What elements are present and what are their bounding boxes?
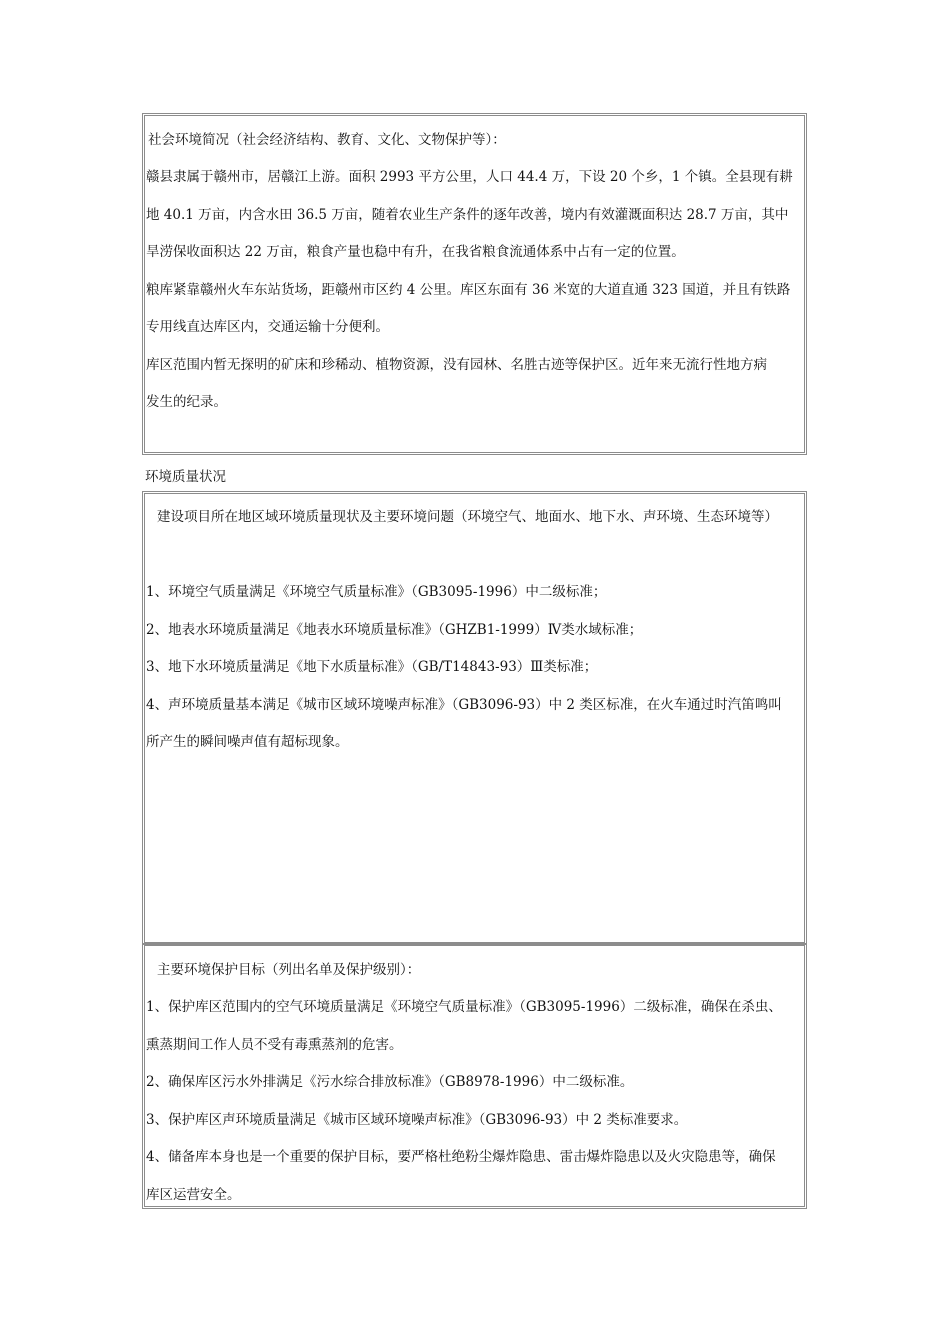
target-line: 3、保护库区声环境质量满足《城市区域环境噪声标准》（GB3096-93）中 2 类标准要求。 <box>146 1112 688 1128</box>
social-line: 地 40.1 万亩，内含水田 36.5 万亩，随着农业生产条件的逐年改善，境内有效灌溉面积达 28.7 万亩，其中 <box>146 207 789 223</box>
target-line: 库区运营安全。 <box>146 1187 241 1203</box>
social-environment-heading: 社会环境简况（社会经济结构、教育、文化、文物保护等）： <box>148 132 506 148</box>
target-line: 2、确保库区污水外排满足《污水综合排放标准》（GB8978-1996）中二级标准。 <box>146 1074 634 1090</box>
target-line: 4、储备库本身也是一个重要的保护目标，要严格杜绝粉尘爆炸隐患、雷击爆炸隐患以及火灾隐患等，确保 <box>146 1149 776 1165</box>
quality-line: 2、地表水环境质量满足《地表水环境质量标准》（GHZB1-1999）Ⅳ类水域标准； <box>146 622 643 638</box>
environment-quality-title: 环境质量状况 <box>145 469 226 485</box>
protection-targets-box <box>142 943 807 1209</box>
protection-targets-heading: 主要环境保护目标（列出名单及保护级别）： <box>157 962 421 978</box>
target-line: 1、保护库区范围内的空气环境质量满足《环境空气质量标准》（GB3095-1996）二级标准，确保在杀虫、 <box>146 999 782 1015</box>
social-line: 粮库紧靠赣州火车东站货场，距赣州市区约 4 公里。库区东面有 36 米宽的大道直通 323 国道，并且有铁路 <box>146 282 791 298</box>
environment-quality-box <box>142 491 807 945</box>
social-line: 旱涝保收面积达 22 万亩，粮食产量也稳中有升，在我省粮食流通体系中占有一定的位置。 <box>146 244 685 260</box>
target-line: 熏蒸期间工作人员不受有毒熏蒸剂的危害。 <box>146 1037 403 1053</box>
quality-line: 所产生的瞬间噪声值有超标现象。 <box>146 734 349 750</box>
quality-line: 3、地下水环境质量满足《地下水质量标准》（GB/T14843-93）Ⅲ类标准； <box>146 659 598 675</box>
social-line: 专用线直达库区内，交通运输十分便利。 <box>146 319 389 335</box>
quality-line: 1、环境空气质量满足《环境空气质量标准》（GB3095-1996）中二级标准； <box>146 584 607 600</box>
social-line: 库区范围内暂无探明的矿床和珍稀动、植物资源，没有园林、名胜古迹等保护区。近年来无流行性地方病 <box>146 357 767 373</box>
social-environment-box <box>142 113 807 455</box>
quality-line: 4、声环境质量基本满足《城市区域环境噪声标准》（GB3096-93）中 2 类区标准，在火车通过时汽笛鸣叫 <box>146 697 782 713</box>
environment-quality-heading: 建设项目所在地区域环境质量现状及主要环境问题（环境空气、地面水、地下水、声环境、生态环境等） <box>157 509 778 525</box>
social-line: 发生的纪录。 <box>146 394 227 410</box>
social-line: 赣县隶属于赣州市，居赣江上游。面积 2993 平方公里，人口 44.4 万，下设 20 个乡，1 个镇。全县现有耕 <box>146 169 793 185</box>
